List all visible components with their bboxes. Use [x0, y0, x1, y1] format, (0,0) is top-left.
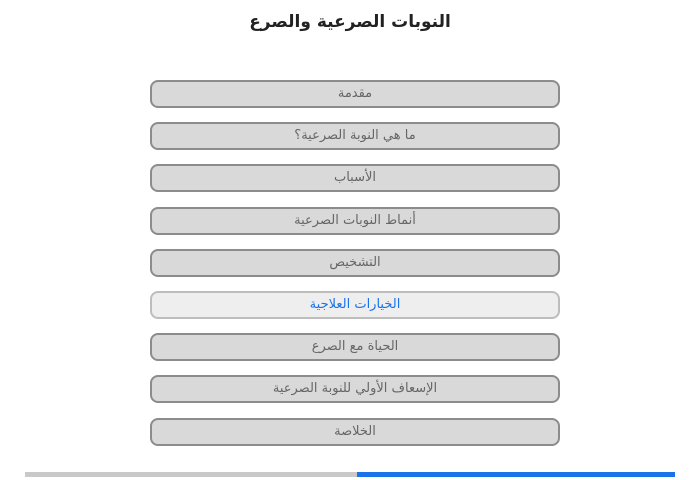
- chapter-menu: [150, 80, 560, 460]
- progress-bar: [25, 472, 675, 477]
- menu-item-introduction[interactable]: مقدمة: [150, 80, 560, 108]
- progress-bar-fill: [357, 472, 676, 477]
- menu-item-seizure-types[interactable]: أنماط النوبات الصرعية: [150, 207, 560, 235]
- menu-item-summary[interactable]: الخلاصة: [150, 418, 560, 446]
- menu-item-living-with-epilepsy[interactable]: الحياة مع الصرع: [150, 333, 560, 361]
- menu-item-causes[interactable]: الأسباب: [150, 164, 560, 192]
- menu-item-treatment-options[interactable]: الخيارات العلاجية: [150, 291, 560, 319]
- menu-item-what-is-seizure[interactable]: ما هي النوبة الصرعية؟: [150, 122, 560, 150]
- menu-item-diagnosis[interactable]: التشخيص: [150, 249, 560, 277]
- page-title: النوبات الصرعية والصرع: [249, 12, 451, 32]
- menu-item-first-aid[interactable]: الإسعاف الأولي للنوبة الصرعية: [150, 375, 560, 403]
